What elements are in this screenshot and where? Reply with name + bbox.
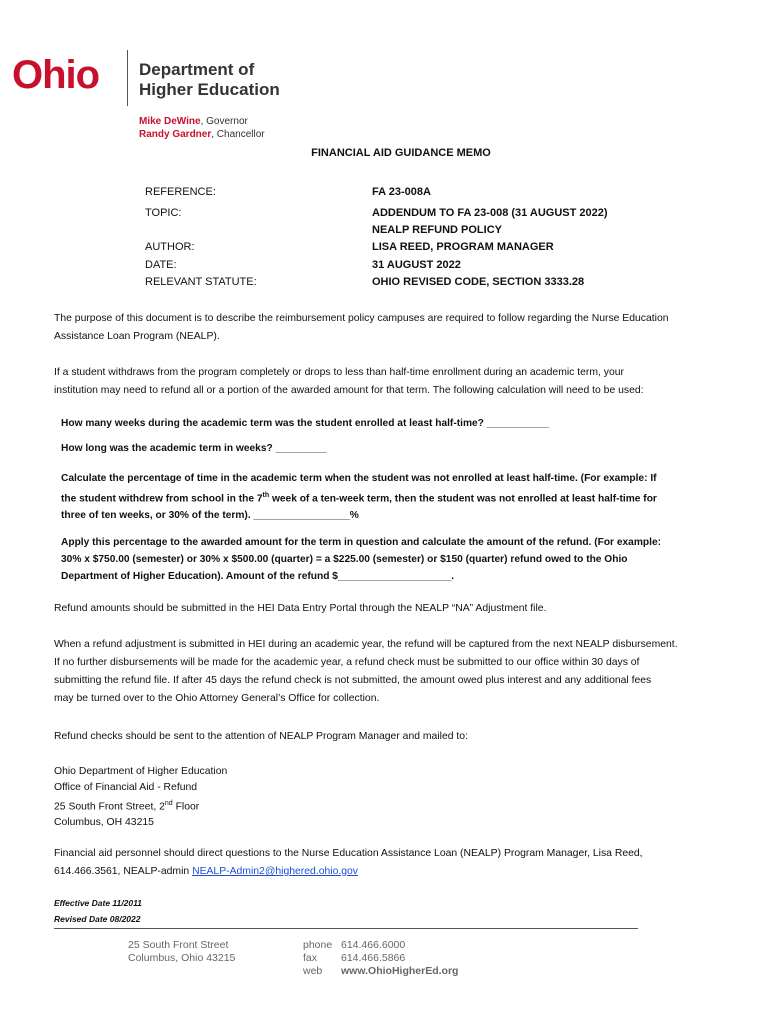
footer-fax-label: fax [303, 952, 318, 964]
footer-web-label: web [303, 965, 323, 977]
footer-fax: 614.466.5866 [341, 952, 406, 964]
portal-paragraph: Refund amounts should be submitted in the HEI Data Entry Portal through the NEALP “NA” Adjustment file. [54, 603, 547, 614]
address-line3-sup: nd [164, 800, 173, 807]
email-link[interactable]: NEALP-Admin2@highered.ohio.gov [192, 866, 358, 877]
topic-line2: NEALP REFUND POLICY [372, 224, 502, 236]
checks-paragraph: Refund checks should be sent to the attention of NEALP Program Manager and mailed to: [54, 731, 468, 742]
adjustment-paragraph [54, 636, 754, 708]
address-line3-a: 25 South Front Street, 2 [54, 801, 165, 813]
adj-line3: submitting the refund file. If after 45 days the refund check is not submitted, the amount owed plus interest and any additional fees [54, 675, 652, 686]
address-line3 [54, 796, 754, 815]
governor-name: Mike DeWine [139, 116, 201, 127]
calc-line2-sup: th [262, 492, 270, 499]
address-line4: Columbus, OH 43215 [54, 817, 154, 829]
questions-line1: Financial aid personnel should direct questions to the Nurse Education Assistance Loan (NEALP) Program Manager, Lisa Reed, [54, 848, 643, 859]
apply-line3: Department of Higher Education). Amount of the refund $____________________. [61, 571, 455, 582]
questions-line2-text: 614.466.3561, NEALP-admin [54, 866, 193, 877]
topic-label: TOPIC: [145, 207, 182, 219]
date-label: DATE: [145, 259, 177, 271]
topic-line1: ADDENDUM TO FA 23-008 (31 AUGUST 2022) [372, 207, 608, 219]
adj-line4: may be turned over to the Ohio Attorney General’s Office for collection. [54, 693, 380, 704]
calc-line1: Calculate the percentage of time in the academic term when the student was not enrolled at least half-time. (For example: If [61, 473, 657, 484]
questions-paragraph [54, 845, 754, 881]
calc-line3: three of ten weeks, or 30% of the term). _________________% [61, 510, 359, 522]
author-value: LISA REED, PROGRAM MANAGER [372, 241, 554, 253]
footer-street: 25 South Front Street [128, 939, 229, 951]
dept-name-line1: Department of [139, 60, 255, 79]
calc-line2-b: week of a ten-week term, then the student was not enrolled at least half-time for [269, 493, 657, 505]
author-label: AUTHOR: [145, 241, 195, 253]
governor-line [139, 115, 248, 128]
reference-label: REFERENCE: [145, 186, 216, 198]
chancellor-name: Randy Gardner [139, 129, 212, 140]
governor-title: , Governor [200, 116, 248, 127]
calc-line2-a: the student withdrew from school in the 7 [61, 493, 263, 505]
withdraw-line1: If a student withdraws from the program completely or drops to less than half-time enrollment during an academic term, your [54, 367, 625, 378]
address-line1: Ohio Department of Higher Education [54, 766, 228, 777]
statute-label: RELEVANT STATUTE: [145, 276, 257, 288]
purpose-line2: Assistance Loan Program (NEALP). [54, 331, 220, 342]
question-weeks-enrolled: How many weeks during the academic term was the student enrolled at least half-time? ___________ [61, 418, 550, 429]
ohio-logo: Ohio [12, 53, 100, 97]
footer-divider [54, 928, 638, 929]
calc-line2 [61, 487, 726, 507]
dept-name-line2: Higher Education [139, 80, 280, 99]
memo-title: FINANCIAL AID GUIDANCE MEMO [311, 147, 491, 159]
purpose-paragraph [54, 310, 754, 346]
apply-percentage-block [61, 534, 726, 585]
withdraw-paragraph [54, 364, 754, 400]
footer-phone-label: phone [303, 939, 333, 951]
effective-date: Effective Date 11/2011 [54, 898, 142, 908]
chancellor-line [139, 128, 265, 141]
footer-web-link[interactable]: www.OhioHigherEd.org [341, 965, 459, 977]
logo-divider [127, 50, 128, 106]
date-value: 31 AUGUST 2022 [372, 259, 461, 271]
mailing-address [54, 764, 754, 831]
adj-line1: When a refund adjustment is submitted in HEI during an academic year, the refund will be captured from the next NEALP disbursement. [54, 639, 678, 650]
footer-city: Columbus, Ohio 43215 [128, 952, 236, 964]
address-line2: Office of Financial Aid - Refund [54, 782, 198, 793]
address-line3-b: Floor [172, 801, 200, 813]
statute-value: OHIO REVISED CODE, SECTION 3333.28 [372, 276, 585, 288]
reference-value: FA 23-008A [372, 186, 431, 198]
adj-line2: If no further disbursements will be made for the academic year, a refund check must be submitted to our office within 30 days of [54, 657, 640, 668]
chancellor-title: , Chancellor [211, 129, 265, 140]
purpose-line1: The purpose of this document is to describe the reimbursement policy campuses are required to follow regarding the Nurse Education [54, 313, 669, 324]
calculate-percentage-block [61, 470, 726, 524]
apply-line1: Apply this percentage to the awarded amount for the term in question and calculate the amount of the refund. (For example: [61, 537, 662, 548]
questions-line2 [54, 863, 754, 881]
revised-date: Revised Date 08/2022 [54, 914, 141, 924]
withdraw-line2: institution may need to refund all or a portion of the awarded amount for that term. The following calculation will need to be used: [54, 385, 644, 396]
apply-line2: 30% x $750.00 (semester) or 30% x $500.00 (quarter) = a $225.00 (semester) or $150 (quarter) refund owed to the Ohio [61, 554, 628, 565]
question-term-length: How long was the academic term in weeks? _________ [61, 443, 327, 454]
footer-phone: 614.466.6000 [341, 939, 406, 951]
